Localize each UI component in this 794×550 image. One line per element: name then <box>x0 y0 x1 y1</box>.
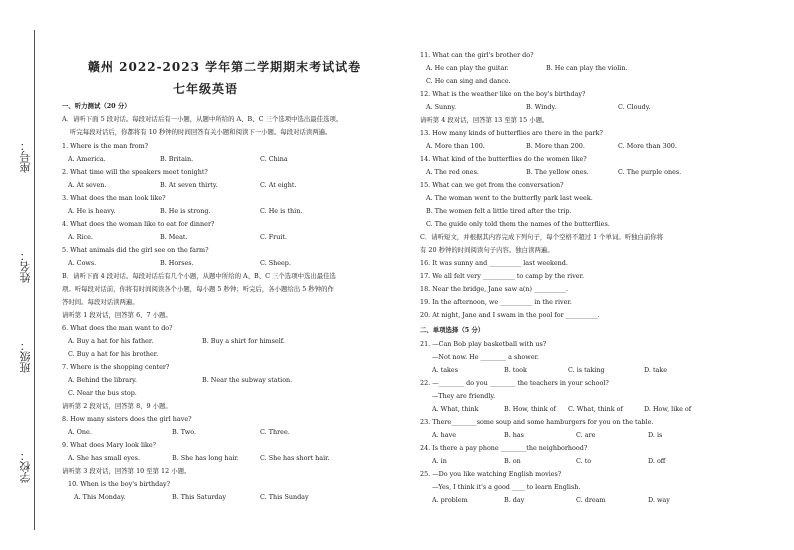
question: 3. What does the man look like? <box>62 194 166 202</box>
option: C. China <box>260 155 288 163</box>
option: D. take <box>644 366 667 374</box>
option: C. dream <box>576 496 606 504</box>
dialogue-note: 请听第 2 段对话，回答第 8、9 小题。 <box>62 402 172 410</box>
option: C. He is thin. <box>260 207 303 215</box>
binding-line <box>34 30 35 530</box>
option: C. What, think of <box>568 405 623 413</box>
option: A. problem <box>432 496 468 504</box>
option: D. way <box>648 496 670 504</box>
name-field <box>18 250 34 283</box>
question-stem: —Yes, I think it's a good ____ to learn English. <box>432 483 581 491</box>
question: 4. What does the woman like to eat for dinner? <box>62 220 215 228</box>
option: B. Meat. <box>160 233 188 241</box>
section-heading: 一、听力测试（20 分） <box>62 102 131 110</box>
exam-subtitle: 七年级英语 <box>173 82 239 96</box>
option: C. He can sing and dance. <box>426 77 511 85</box>
class-field <box>18 340 34 373</box>
option: C. The guide only told them the names of the butterflies. <box>426 220 610 228</box>
option: C. More than 300. <box>618 142 677 150</box>
option: A. have <box>432 431 456 439</box>
option: C. The purple ones. <box>618 168 682 176</box>
option: A. takes <box>432 366 458 374</box>
question: 12. What is the weather like on the boy's birthday? <box>420 90 586 98</box>
option: B. The yellow ones. <box>526 168 589 176</box>
question: 21. —Can Bob play basketball with us? <box>420 340 547 348</box>
question: 10. When is the boy's birthday? <box>68 480 171 488</box>
question: 15. What can we get from the conversation? <box>420 181 564 189</box>
instruction: 听完每段对话后，你都将有 10 秒钟的时间回答有关小题和阅读下一小题。每段对话读两遍。 <box>70 128 332 136</box>
option: D. How, like of <box>644 405 692 413</box>
option: C. At eight. <box>260 181 297 189</box>
option: A. Sunny. <box>426 103 457 111</box>
option: C. She has short hair. <box>260 454 330 462</box>
option: B. took <box>504 366 527 374</box>
option: A. Rice. <box>68 233 93 241</box>
instruction: 有 20 秒钟的时间阅读句子内容。独白读两遍。 <box>420 246 554 254</box>
question: 23. There________some soup and some hamburgers for you on the table. <box>420 418 654 426</box>
name-label: 姓名： <box>19 250 32 283</box>
question: 16. It was sunny and __________ last weekend. <box>420 259 568 267</box>
option: B. She has long hair. <box>172 454 239 462</box>
option: C. Cloudy. <box>618 103 651 111</box>
class-label: 班级： <box>19 340 32 373</box>
option: A. More than 100. <box>426 142 485 150</box>
option: D. off <box>648 457 666 465</box>
question: 14. What kind of the butterflies do the women like? <box>420 155 587 163</box>
option: B. Horses. <box>160 259 194 267</box>
option: B. has <box>504 431 524 439</box>
option: C. are <box>576 431 596 439</box>
question: 22. —________ do you ________ the teachers in your school? <box>420 379 609 387</box>
binding-margin <box>0 0 52 550</box>
option: B. day <box>504 496 525 504</box>
option: A. The red ones. <box>426 168 479 176</box>
option: B. Windy. <box>526 103 557 111</box>
seat-field <box>18 140 34 173</box>
option: A. She has small eyes. <box>68 454 140 462</box>
option: B. Buy a shirt for himself. <box>202 337 285 345</box>
option: B. He is strong. <box>160 207 211 215</box>
option: A. One. <box>68 428 92 436</box>
option: A. This Monday. <box>74 493 126 501</box>
question: 25. —Do you like watching English movies? <box>420 470 562 478</box>
option: C. to <box>576 457 592 465</box>
question: 19. In the afternoon, we __________ in the river. <box>420 298 572 306</box>
option: C. is taking <box>568 366 605 374</box>
option: A. Cows. <box>68 259 97 267</box>
option: C. Sheep. <box>260 259 291 267</box>
option: A. What, think <box>432 405 479 413</box>
option: B. How, think of <box>504 405 556 413</box>
question: 1. Where is the man from? <box>62 142 149 150</box>
option: A. He is heavy. <box>68 207 116 215</box>
school-label: 学校： <box>19 450 32 483</box>
option: B. Two. <box>172 428 197 436</box>
instruction: A．请听下面 5 段对话。每段对话后有一小题，从题中所给的 A、B、C 三个选项中选出最佳选项。 <box>62 115 343 123</box>
option: B. This Saturday <box>172 493 226 501</box>
exam-title: 赣州 2022-2023 学年第二学期期末考试试卷 <box>88 60 362 74</box>
option: C. Fruit. <box>260 233 287 241</box>
question: 11. What can the girl's brother do? <box>420 51 534 59</box>
option: A. He can play the guitar. <box>426 64 509 72</box>
instruction: 项。听每段对话前，你将有时间阅读各个小题，每小题 5 秒钟；听完后，各小题给出 5 秒钟的作 <box>62 285 334 293</box>
question-stem: —Not now. He ________ a shower. <box>432 353 539 361</box>
instruction: B．请听下面 4 段对话。每段对话后有几个小题，从题中所给的 A、B、C 三个选项中选出最佳选 <box>62 272 336 280</box>
question: 9. What does Mary look like？ <box>62 441 160 449</box>
dialogue-note: 请听第 4 段对话，回答第 13 至第 15 小题。 <box>420 116 549 124</box>
option: A. At seven. <box>68 181 107 189</box>
option: B. At seven thirty. <box>160 181 218 189</box>
question: 8. How many sisters does the girl have? <box>62 415 192 423</box>
question: 7. Where is the shopping center? <box>62 363 170 371</box>
option: C. Near the bus stop. <box>68 389 137 397</box>
option: A. The woman went to the butterfly park last week. <box>426 194 593 202</box>
option: C. Buy a hat for his brother. <box>68 350 159 358</box>
option: C. Three. <box>260 428 290 436</box>
option: A. in <box>432 457 447 465</box>
question: 6. What does the man want to do? <box>62 324 173 332</box>
option: A. Behind the library. <box>68 376 137 384</box>
section-heading: 二、单项选择（5 分） <box>420 326 485 334</box>
seat-label: 座号： <box>19 140 32 173</box>
question: 5. What animals did the girl see on the farm? <box>62 246 209 254</box>
option: A. America. <box>68 155 106 163</box>
option: D. is <box>648 431 663 439</box>
instruction: C．请听短文，并根据其内容完成下列句子，每个空格不超过 1 个单词。听独白前你将 <box>420 233 664 241</box>
question: 20. At night, Jane and I swam in the pool for __________. <box>420 311 600 319</box>
option: B. He can play the violin. <box>546 64 628 72</box>
question: 13. How many kinds of butterflies are there in the park? <box>420 129 603 137</box>
option: A. Buy a hat for his father. <box>68 337 154 345</box>
option: B. on <box>504 457 521 465</box>
dialogue-note: 请听第 3 段对话，回答第 10 至第 12 小题。 <box>62 467 191 475</box>
school-field <box>18 450 34 483</box>
option: B. More than 200. <box>526 142 585 150</box>
question-stem: —They are friendly. <box>432 392 496 400</box>
dialogue-note: 请听第 1 段对话，回答第 6、7 小题。 <box>62 311 172 319</box>
option: C. This Sunday <box>260 493 309 501</box>
question: 18. Near the bridge, Jane saw a(n) __________. <box>420 285 568 293</box>
question: 2. What time will the speakers meet tonight? <box>62 168 208 176</box>
question: 17. We all felt very __________ to camp by the river. <box>420 272 584 280</box>
option: B. Britain. <box>160 155 194 163</box>
option: B. The women felt a little tired after the trip. <box>426 207 572 215</box>
option: B. Near the subway station. <box>202 376 293 384</box>
question: 24. Is there a pay phone ________the neighborhood? <box>420 444 588 452</box>
instruction: 答时间。每段对话读两遍。 <box>62 298 139 306</box>
